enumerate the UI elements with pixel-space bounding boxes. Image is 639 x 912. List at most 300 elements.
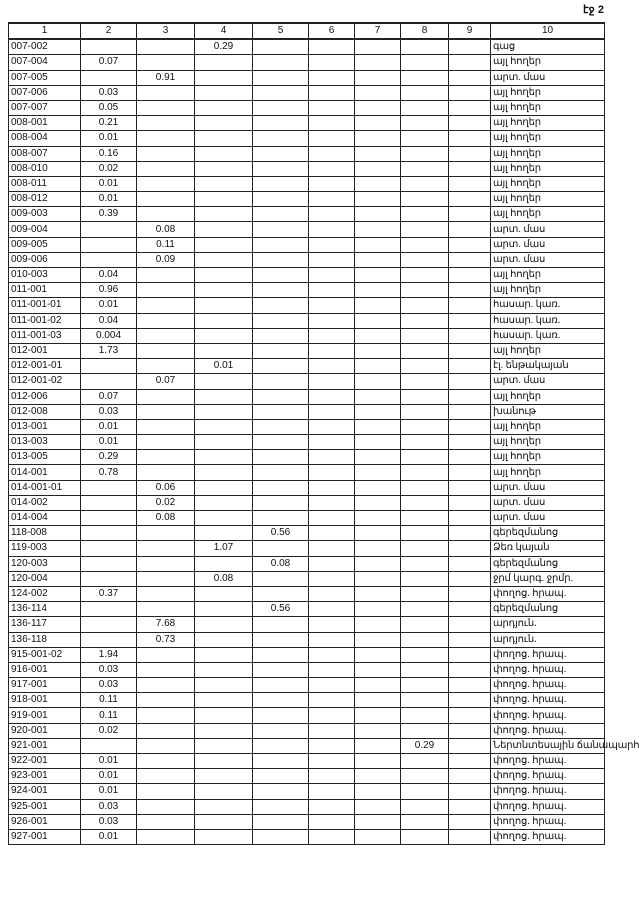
area-value-cell bbox=[309, 131, 355, 146]
area-value-cell bbox=[309, 435, 355, 450]
area-value-cell bbox=[401, 617, 449, 632]
parcel-code-cell: 014-002 bbox=[9, 495, 81, 510]
table-row bbox=[9, 738, 605, 753]
area-value-cell bbox=[309, 754, 355, 769]
parcel-code-cell: 926-001 bbox=[9, 814, 81, 829]
land-use-cell: փողոց. հրապ. bbox=[491, 723, 605, 738]
table-row bbox=[9, 237, 605, 252]
parcel-code-cell: 124-002 bbox=[9, 586, 81, 601]
area-value-cell bbox=[309, 389, 355, 404]
area-value-cell bbox=[449, 754, 491, 769]
table-row bbox=[9, 799, 605, 814]
table-row bbox=[9, 222, 605, 237]
area-value-cell bbox=[309, 814, 355, 829]
area-value-cell bbox=[355, 450, 401, 465]
area-value-cell bbox=[81, 374, 137, 389]
area-value-cell bbox=[355, 723, 401, 738]
area-value-cell bbox=[137, 662, 195, 677]
table-row bbox=[9, 814, 605, 829]
parcel-code-cell: 010-003 bbox=[9, 268, 81, 283]
parcel-code-cell: 136-117 bbox=[9, 617, 81, 632]
area-value-cell bbox=[309, 268, 355, 283]
area-value-cell bbox=[81, 359, 137, 374]
area-value-cell bbox=[253, 678, 309, 693]
area-value-cell bbox=[253, 435, 309, 450]
area-value-cell bbox=[355, 738, 401, 753]
parcel-code-cell: 007-002 bbox=[9, 39, 81, 55]
area-value-cell bbox=[137, 343, 195, 358]
table-row bbox=[9, 586, 605, 601]
land-use-cell: արտ. մաս bbox=[491, 480, 605, 495]
area-value-cell: 0.08 bbox=[137, 511, 195, 526]
table-body bbox=[9, 39, 639, 844]
area-value-cell bbox=[137, 207, 195, 222]
land-use-cell: էլ. ենթակայան bbox=[491, 359, 605, 374]
parcel-code-cell: 011-001-02 bbox=[9, 313, 81, 328]
parcel-code-cell: 136-114 bbox=[9, 602, 81, 617]
area-value-cell bbox=[355, 389, 401, 404]
area-value-cell bbox=[401, 586, 449, 601]
area-value-cell bbox=[81, 39, 137, 55]
area-value-cell bbox=[449, 617, 491, 632]
area-value-cell bbox=[309, 799, 355, 814]
area-value-cell bbox=[355, 283, 401, 298]
area-value-cell bbox=[401, 602, 449, 617]
area-value-cell: 0.39 bbox=[81, 207, 137, 222]
area-value-cell bbox=[449, 404, 491, 419]
area-value-cell bbox=[253, 586, 309, 601]
area-value-cell bbox=[309, 511, 355, 526]
area-value-cell bbox=[449, 176, 491, 191]
area-value-cell bbox=[309, 298, 355, 313]
area-value-cell bbox=[401, 222, 449, 237]
land-use-cell: այլ հողեր bbox=[491, 389, 605, 404]
area-value-cell: 0.29 bbox=[81, 450, 137, 465]
area-value-cell bbox=[195, 526, 253, 541]
area-value-cell bbox=[309, 450, 355, 465]
area-value-cell bbox=[195, 374, 253, 389]
area-value-cell bbox=[137, 100, 195, 115]
parcel-code-cell: 916-001 bbox=[9, 662, 81, 677]
area-value-cell bbox=[355, 222, 401, 237]
column-number-header-row bbox=[9, 23, 605, 39]
area-value-cell bbox=[137, 39, 195, 55]
table-row bbox=[9, 343, 605, 358]
area-value-cell bbox=[137, 556, 195, 571]
area-value-cell bbox=[401, 571, 449, 586]
column-header: 6 bbox=[309, 23, 355, 39]
area-value-cell bbox=[449, 784, 491, 799]
parcel-code-cell: 008-001 bbox=[9, 116, 81, 131]
table-row bbox=[9, 480, 605, 495]
area-value-cell bbox=[195, 131, 253, 146]
area-value-cell bbox=[355, 404, 401, 419]
area-value-cell: 0.03 bbox=[81, 799, 137, 814]
area-value-cell bbox=[401, 268, 449, 283]
area-value-cell bbox=[401, 374, 449, 389]
area-value-cell bbox=[253, 784, 309, 799]
land-use-cell: փողոց. հրապ. bbox=[491, 708, 605, 723]
table-row bbox=[9, 374, 605, 389]
area-value-cell bbox=[309, 662, 355, 677]
parcel-code-cell: 924-001 bbox=[9, 784, 81, 799]
area-value-cell bbox=[355, 693, 401, 708]
area-value-cell bbox=[137, 829, 195, 844]
area-value-cell bbox=[355, 617, 401, 632]
area-value-cell bbox=[195, 480, 253, 495]
area-value-cell: 0.01 bbox=[81, 769, 137, 784]
area-value-cell bbox=[449, 313, 491, 328]
area-value-cell bbox=[355, 435, 401, 450]
area-value-cell bbox=[137, 85, 195, 100]
area-value-cell: 0.02 bbox=[81, 161, 137, 176]
land-use-cell: այլ հողեր bbox=[491, 192, 605, 207]
table-row bbox=[9, 754, 605, 769]
area-value-cell bbox=[449, 131, 491, 146]
column-header: 3 bbox=[137, 23, 195, 39]
area-value-cell bbox=[401, 693, 449, 708]
table-row bbox=[9, 298, 605, 313]
land-use-cell: այլ հողեր bbox=[491, 85, 605, 100]
land-use-cell: այլ հողեր bbox=[491, 146, 605, 161]
area-value-cell bbox=[449, 359, 491, 374]
land-use-cell: արտ. մաս bbox=[491, 495, 605, 510]
area-value-cell bbox=[253, 70, 309, 85]
land-use-cell: փողոց. հրապ. bbox=[491, 799, 605, 814]
area-value-cell bbox=[137, 328, 195, 343]
land-use-cell: փողոց. հրապ. bbox=[491, 784, 605, 799]
area-value-cell bbox=[401, 146, 449, 161]
area-value-cell bbox=[449, 374, 491, 389]
area-value-cell bbox=[309, 678, 355, 693]
land-use-cell: փողոց. հրապ. bbox=[491, 647, 605, 662]
area-value-cell bbox=[401, 465, 449, 480]
area-value-cell bbox=[81, 556, 137, 571]
parcel-code-cell: 008-010 bbox=[9, 161, 81, 176]
land-use-cell: այլ հողեր bbox=[491, 207, 605, 222]
parcel-code-cell: 014-001 bbox=[9, 465, 81, 480]
area-value-cell bbox=[137, 359, 195, 374]
area-value-cell bbox=[401, 678, 449, 693]
area-value-cell bbox=[195, 465, 253, 480]
area-value-cell bbox=[195, 85, 253, 100]
area-value-cell bbox=[401, 343, 449, 358]
area-value-cell: 0.004 bbox=[81, 328, 137, 343]
land-use-cell: այլ հողեր bbox=[491, 268, 605, 283]
area-value-cell bbox=[401, 313, 449, 328]
table-row bbox=[9, 192, 605, 207]
land-use-cell: փողոց. հրապ. bbox=[491, 693, 605, 708]
area-value-cell bbox=[137, 769, 195, 784]
table-row bbox=[9, 100, 605, 115]
area-value-cell bbox=[195, 769, 253, 784]
area-value-cell bbox=[309, 632, 355, 647]
area-value-cell: 0.04 bbox=[81, 268, 137, 283]
area-value-cell bbox=[137, 814, 195, 829]
area-value-cell bbox=[401, 100, 449, 115]
page-number-label: էջ 2 bbox=[583, 4, 604, 16]
area-value-cell bbox=[309, 161, 355, 176]
area-value-cell bbox=[355, 602, 401, 617]
area-value-cell: 0.06 bbox=[137, 480, 195, 495]
area-value-cell: 7.68 bbox=[137, 617, 195, 632]
area-value-cell bbox=[137, 313, 195, 328]
area-value-cell bbox=[253, 693, 309, 708]
land-register-table bbox=[8, 22, 639, 845]
area-value-cell bbox=[355, 799, 401, 814]
area-value-cell bbox=[355, 237, 401, 252]
table-row bbox=[9, 723, 605, 738]
area-value-cell: 0.01 bbox=[81, 754, 137, 769]
area-value-cell bbox=[137, 541, 195, 556]
area-value-cell bbox=[355, 754, 401, 769]
area-value-cell bbox=[253, 131, 309, 146]
area-value-cell bbox=[195, 602, 253, 617]
area-value-cell bbox=[137, 784, 195, 799]
area-value-cell bbox=[449, 708, 491, 723]
parcel-code-cell: 923-001 bbox=[9, 769, 81, 784]
column-header: 5 bbox=[253, 23, 309, 39]
area-value-cell: 0.02 bbox=[137, 495, 195, 510]
parcel-code-cell: 120-003 bbox=[9, 556, 81, 571]
table-row bbox=[9, 176, 605, 191]
area-value-cell bbox=[253, 374, 309, 389]
area-value-cell bbox=[195, 662, 253, 677]
table-row bbox=[9, 146, 605, 161]
area-value-cell bbox=[401, 450, 449, 465]
area-value-cell bbox=[355, 131, 401, 146]
area-value-cell bbox=[355, 526, 401, 541]
land-use-cell: խանութ bbox=[491, 404, 605, 419]
area-value-cell bbox=[253, 328, 309, 343]
parcel-code-cell: 013-001 bbox=[9, 419, 81, 434]
parcel-code-cell: 014-001-01 bbox=[9, 480, 81, 495]
table-row bbox=[9, 313, 605, 328]
area-value-cell bbox=[309, 419, 355, 434]
area-value-cell bbox=[137, 298, 195, 313]
land-use-cell: արտ. մաս bbox=[491, 511, 605, 526]
area-value-cell bbox=[309, 738, 355, 753]
area-value-cell bbox=[401, 252, 449, 267]
area-value-cell bbox=[309, 328, 355, 343]
area-value-cell bbox=[195, 252, 253, 267]
area-value-cell bbox=[195, 450, 253, 465]
table-row bbox=[9, 359, 605, 374]
parcel-code-cell: 007-006 bbox=[9, 85, 81, 100]
area-value-cell bbox=[449, 55, 491, 70]
area-value-cell bbox=[309, 359, 355, 374]
land-use-cell: հասար. կառ. bbox=[491, 313, 605, 328]
area-value-cell bbox=[355, 465, 401, 480]
table-row bbox=[9, 55, 605, 70]
area-value-cell bbox=[253, 708, 309, 723]
area-value-cell bbox=[309, 252, 355, 267]
land-use-cell: այլ հողեր bbox=[491, 419, 605, 434]
area-value-cell bbox=[309, 116, 355, 131]
area-value-cell: 0.21 bbox=[81, 116, 137, 131]
area-value-cell bbox=[449, 389, 491, 404]
table-row bbox=[9, 708, 605, 723]
land-use-cell: փողոց. հրապ. bbox=[491, 769, 605, 784]
table-row bbox=[9, 207, 605, 222]
table-row bbox=[9, 450, 605, 465]
area-value-cell bbox=[355, 328, 401, 343]
area-value-cell bbox=[137, 754, 195, 769]
area-value-cell bbox=[309, 283, 355, 298]
area-value-cell bbox=[401, 647, 449, 662]
land-use-cell: գերեզմանոց bbox=[491, 556, 605, 571]
area-value-cell bbox=[253, 176, 309, 191]
area-value-cell bbox=[253, 343, 309, 358]
area-value-cell bbox=[137, 404, 195, 419]
area-value-cell bbox=[355, 647, 401, 662]
table-row bbox=[9, 678, 605, 693]
area-value-cell bbox=[137, 738, 195, 753]
area-value-cell bbox=[137, 708, 195, 723]
area-value-cell bbox=[401, 70, 449, 85]
area-value-cell bbox=[355, 343, 401, 358]
area-value-cell: 1.07 bbox=[195, 541, 253, 556]
area-value-cell bbox=[449, 723, 491, 738]
table-row bbox=[9, 419, 605, 434]
area-value-cell bbox=[355, 708, 401, 723]
area-value-cell bbox=[195, 328, 253, 343]
land-use-cell: փողոց. հրապ. bbox=[491, 814, 605, 829]
area-value-cell: 0.16 bbox=[81, 146, 137, 161]
area-value-cell bbox=[195, 708, 253, 723]
area-value-cell bbox=[401, 359, 449, 374]
area-value-cell bbox=[449, 252, 491, 267]
parcel-code-cell: 915-001-02 bbox=[9, 647, 81, 662]
area-value-cell bbox=[449, 571, 491, 586]
area-value-cell bbox=[81, 495, 137, 510]
area-value-cell: 0.08 bbox=[195, 571, 253, 586]
table-row bbox=[9, 693, 605, 708]
area-value-cell bbox=[309, 100, 355, 115]
table-row bbox=[9, 541, 605, 556]
area-value-cell bbox=[137, 602, 195, 617]
area-value-cell bbox=[355, 116, 401, 131]
area-value-cell bbox=[253, 85, 309, 100]
area-value-cell bbox=[253, 161, 309, 176]
area-value-cell bbox=[137, 131, 195, 146]
area-value-cell bbox=[401, 784, 449, 799]
land-use-cell: այլ հողեր bbox=[491, 176, 605, 191]
area-value-cell: 0.56 bbox=[253, 602, 309, 617]
table-row bbox=[9, 70, 605, 85]
area-value-cell bbox=[401, 495, 449, 510]
area-value-cell bbox=[195, 343, 253, 358]
area-value-cell bbox=[309, 602, 355, 617]
area-value-cell bbox=[81, 617, 137, 632]
area-value-cell bbox=[309, 723, 355, 738]
area-value-cell bbox=[195, 829, 253, 844]
area-value-cell bbox=[195, 222, 253, 237]
parcel-code-cell: 136-118 bbox=[9, 632, 81, 647]
area-value-cell bbox=[253, 480, 309, 495]
land-use-cell: այլ հողեր bbox=[491, 465, 605, 480]
area-value-cell bbox=[253, 268, 309, 283]
parcel-code-cell: 920-001 bbox=[9, 723, 81, 738]
area-value-cell: 0.11 bbox=[81, 708, 137, 723]
area-value-cell bbox=[253, 754, 309, 769]
area-value-cell bbox=[195, 237, 253, 252]
area-value-cell bbox=[355, 55, 401, 70]
area-value-cell bbox=[253, 404, 309, 419]
area-value-cell bbox=[81, 632, 137, 647]
area-value-cell: 0.09 bbox=[137, 252, 195, 267]
area-value-cell bbox=[81, 237, 137, 252]
area-value-cell bbox=[253, 298, 309, 313]
parcel-code-cell: 012-001-01 bbox=[9, 359, 81, 374]
area-value-cell bbox=[355, 146, 401, 161]
area-value-cell bbox=[309, 465, 355, 480]
parcel-code-cell: 008-012 bbox=[9, 192, 81, 207]
area-value-cell bbox=[401, 723, 449, 738]
area-value-cell bbox=[401, 389, 449, 404]
area-value-cell bbox=[253, 313, 309, 328]
table-row bbox=[9, 571, 605, 586]
area-value-cell bbox=[449, 602, 491, 617]
parcel-code-cell: 009-004 bbox=[9, 222, 81, 237]
land-use-cell: հասար. կառ. bbox=[491, 328, 605, 343]
area-value-cell bbox=[137, 419, 195, 434]
parcel-code-cell: 011-001-03 bbox=[9, 328, 81, 343]
area-value-cell: 0.73 bbox=[137, 632, 195, 647]
area-value-cell bbox=[137, 678, 195, 693]
area-value-cell bbox=[401, 298, 449, 313]
area-value-cell bbox=[355, 252, 401, 267]
area-value-cell bbox=[253, 252, 309, 267]
area-value-cell bbox=[309, 70, 355, 85]
area-value-cell bbox=[253, 55, 309, 70]
area-value-cell bbox=[195, 161, 253, 176]
table-row bbox=[9, 511, 605, 526]
area-value-cell bbox=[81, 222, 137, 237]
area-value-cell bbox=[137, 268, 195, 283]
area-value-cell bbox=[449, 100, 491, 115]
area-value-cell bbox=[355, 556, 401, 571]
area-value-cell bbox=[401, 131, 449, 146]
area-value-cell: 0.03 bbox=[81, 662, 137, 677]
area-value-cell bbox=[137, 283, 195, 298]
area-value-cell bbox=[355, 784, 401, 799]
area-value-cell bbox=[137, 647, 195, 662]
table-row bbox=[9, 784, 605, 799]
area-value-cell bbox=[81, 252, 137, 267]
area-value-cell bbox=[253, 39, 309, 55]
area-value-cell: 0.03 bbox=[81, 85, 137, 100]
area-value-cell bbox=[309, 343, 355, 358]
area-value-cell bbox=[355, 313, 401, 328]
area-value-cell bbox=[253, 192, 309, 207]
area-value-cell bbox=[253, 359, 309, 374]
area-value-cell bbox=[253, 617, 309, 632]
area-value-cell bbox=[355, 632, 401, 647]
area-value-cell bbox=[309, 146, 355, 161]
area-value-cell: 0.56 bbox=[253, 526, 309, 541]
area-value-cell bbox=[355, 541, 401, 556]
land-use-cell: գերեզմանոց bbox=[491, 526, 605, 541]
area-value-cell: 1.73 bbox=[81, 343, 137, 358]
area-value-cell bbox=[195, 146, 253, 161]
area-value-cell bbox=[401, 55, 449, 70]
area-value-cell bbox=[195, 738, 253, 753]
area-value-cell bbox=[253, 450, 309, 465]
area-value-cell bbox=[195, 389, 253, 404]
table-row bbox=[9, 632, 605, 647]
area-value-cell bbox=[195, 723, 253, 738]
